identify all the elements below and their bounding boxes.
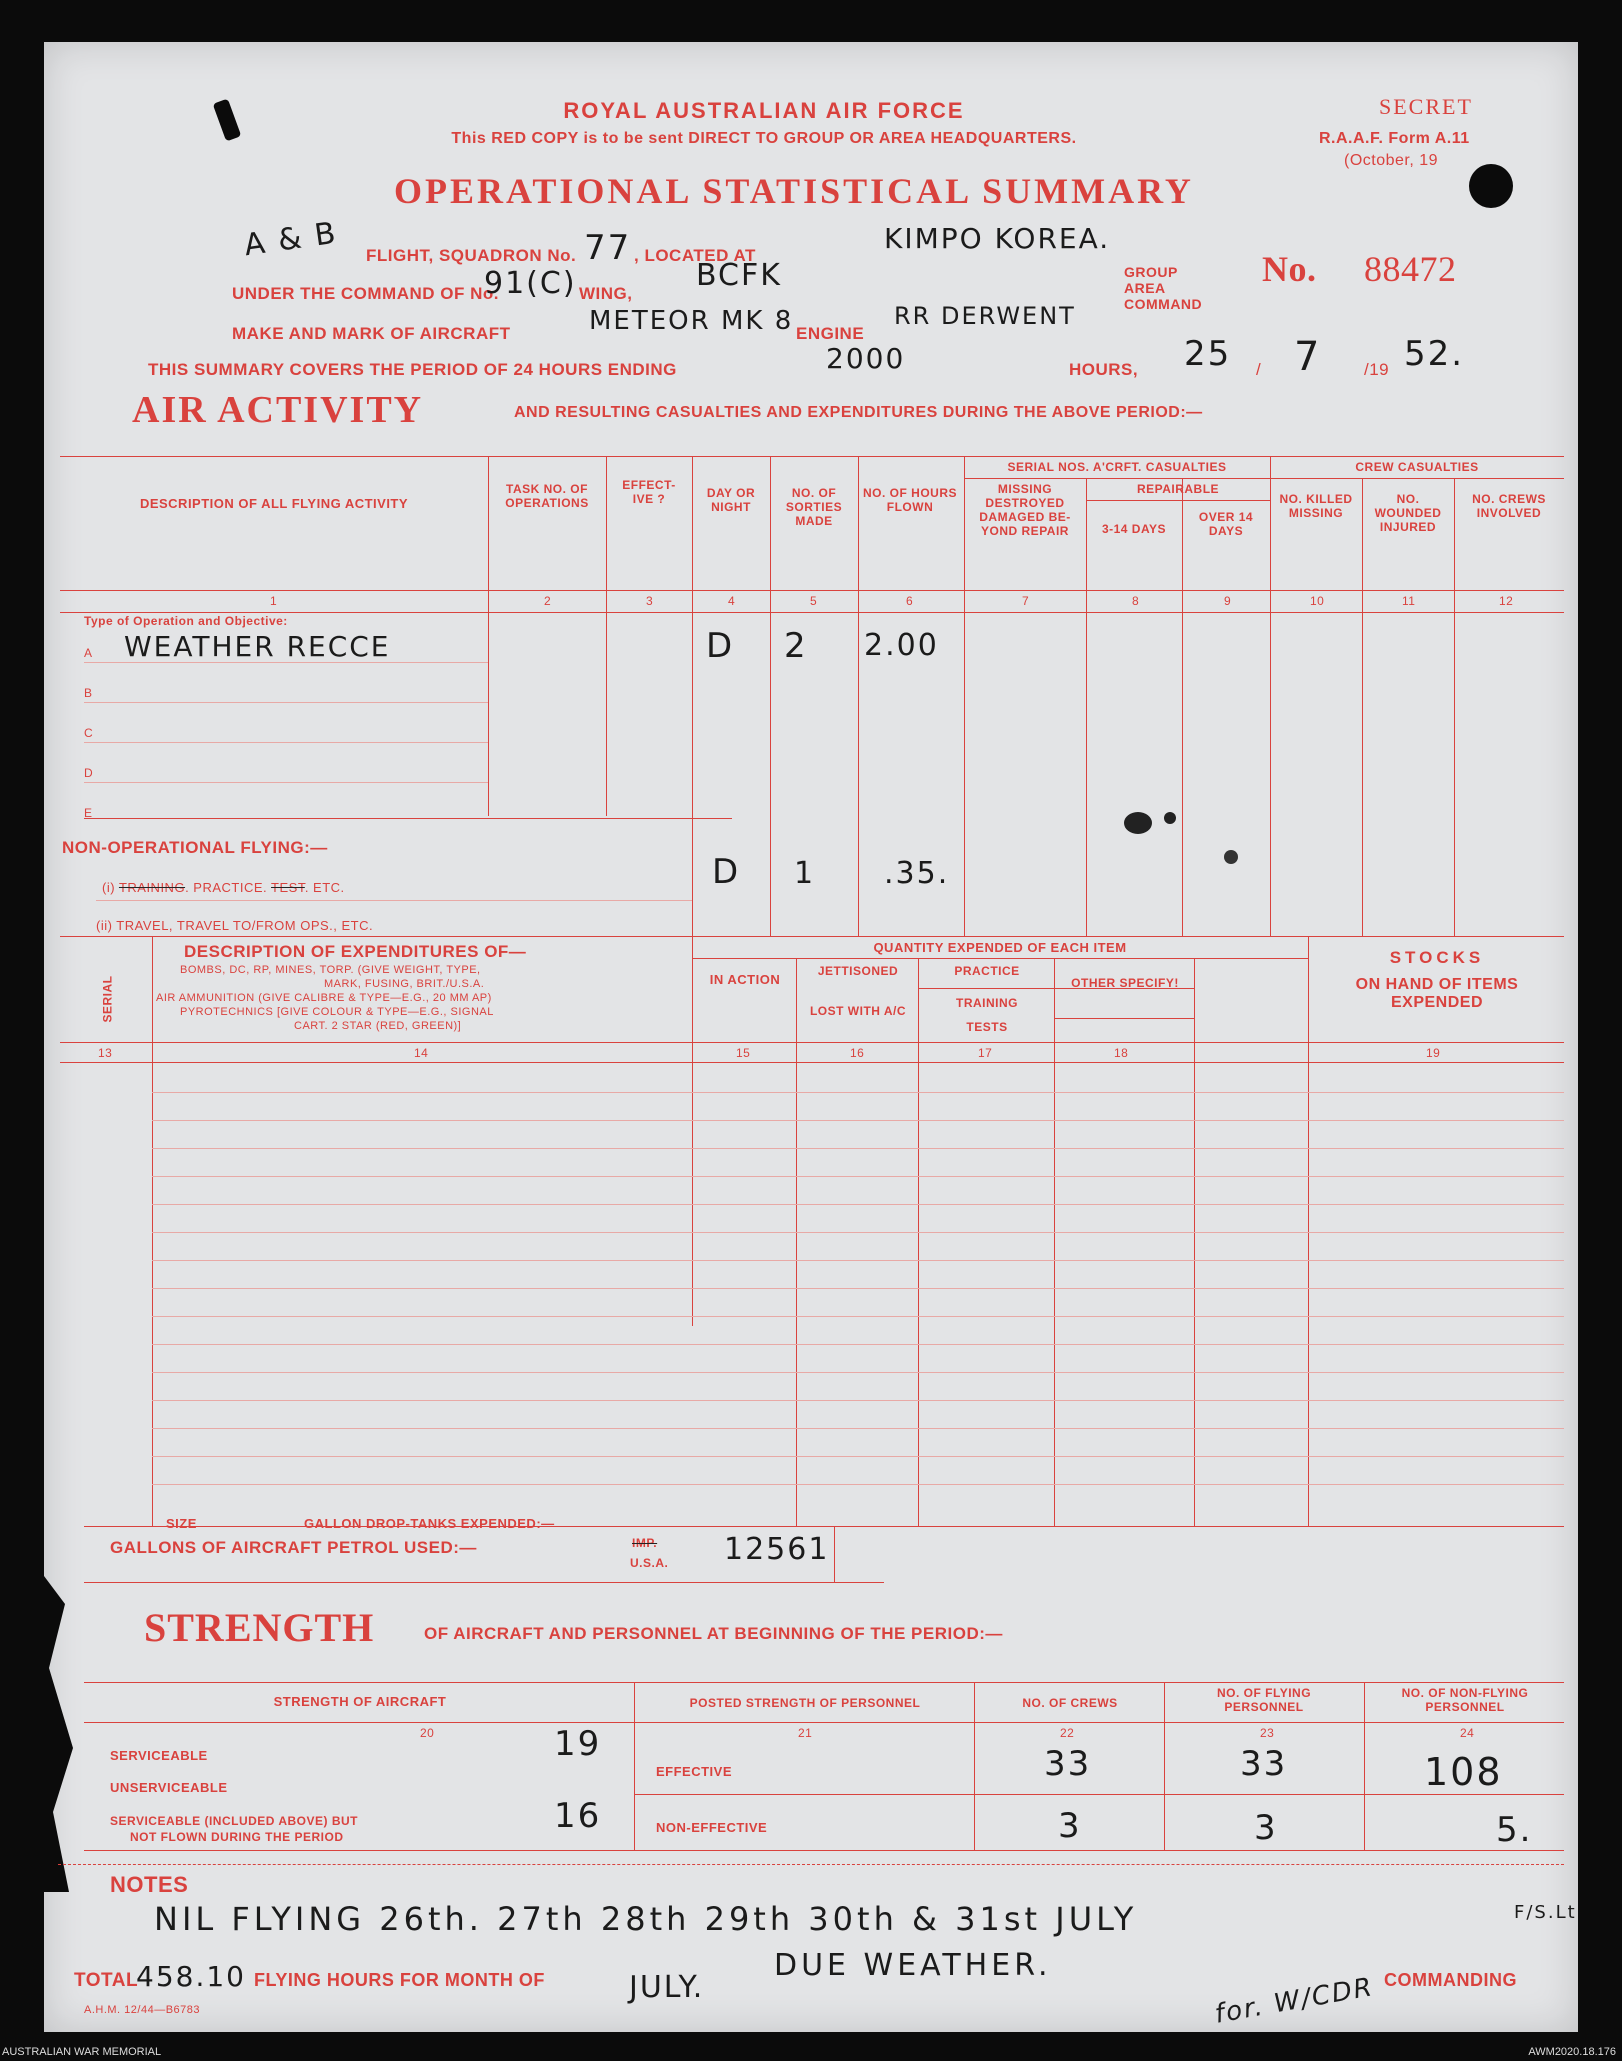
org-title: ROYAL AUSTRALIAN AIR FORCE xyxy=(563,98,965,123)
group-repairable: REPAIRABLE xyxy=(1136,482,1220,496)
command-word: COMMAND xyxy=(1124,296,1203,312)
secret-label: SECRET xyxy=(1379,94,1473,119)
type-label: Type of Operation and Objective: xyxy=(84,614,288,628)
notes-line-2: DUE WEATHER. xyxy=(774,1948,1052,1983)
noneff-crews: 3 xyxy=(1058,1806,1082,1846)
wing-value: BCFK xyxy=(696,258,782,293)
petrol-label: GALLONS OF AIRCRAFT PETROL USED:— xyxy=(110,1538,477,1557)
col-wounded: NO. WOUNDED INJURED xyxy=(1374,492,1442,534)
colnum-8: 8 xyxy=(1132,594,1140,608)
colnum-10: 10 xyxy=(1310,594,1325,608)
flight-value: A & B xyxy=(242,215,340,264)
col-flying: NO. OF FLYING PERSONNEL xyxy=(1216,1686,1312,1714)
hours-label: HOURS, xyxy=(1069,360,1139,379)
table1-top xyxy=(60,456,1564,457)
noneff-flying: 3 xyxy=(1254,1808,1278,1848)
squadron-value: 77 xyxy=(584,228,632,268)
date-sep-2: /19 xyxy=(1364,360,1390,379)
petrol-value: 12561 xyxy=(724,1532,830,1567)
serviceable-value: 19 xyxy=(554,1724,602,1764)
colnum-20: 20 xyxy=(420,1726,435,1740)
group-quantity: QUANTITY EXPENDED OF EACH ITEM xyxy=(873,940,1127,955)
colnum-2: 2 xyxy=(544,594,552,608)
ruled-line xyxy=(152,1232,1564,1233)
notes-label: NOTES xyxy=(110,1872,189,1897)
nonop-i xyxy=(102,880,345,895)
date-day: 25 xyxy=(1184,334,1232,374)
colnum-13: 13 xyxy=(98,1046,113,1060)
col-serial: SERIAL xyxy=(100,975,115,1023)
row-a-desc: WEATHER RECCE xyxy=(124,630,391,663)
col-tests: TESTS xyxy=(966,1020,1008,1034)
col-crews-strength: NO. OF CREWS xyxy=(1022,1696,1118,1710)
col-missing: MISSING DESTROYED DAMAGED BE-YOND REPAIR xyxy=(979,482,1071,538)
col-posted: POSTED STRENGTH OF PERSONNEL xyxy=(689,1696,921,1710)
engine-value: RR DERWENT xyxy=(894,302,1076,330)
col-desc: DESCRIPTION OF ALL FLYING ACTIVITY xyxy=(139,496,409,511)
colnum-19: 19 xyxy=(1426,1046,1441,1060)
colnum-1: 1 xyxy=(270,594,278,608)
punch-hole xyxy=(1469,164,1513,208)
col-task: TASK NO. OF OPERATIONS xyxy=(505,482,589,510)
ruled-line xyxy=(152,1120,1564,1121)
total-label: TOTAL xyxy=(74,1970,139,1991)
group-crew: CREW CASUALTIES xyxy=(1355,460,1479,474)
col-other: OTHER SPECIFY! xyxy=(1071,976,1179,990)
row-letter-b: B xyxy=(84,686,93,700)
signature: for. W/CDR xyxy=(1212,1972,1376,2030)
col-desc-line3: AIR AMMUNITION (GIVE CALIBRE & TYPE—E.G., 20 MM AP) xyxy=(156,992,492,1004)
colnum-21: 21 xyxy=(798,1726,813,1740)
row-a-day: D xyxy=(706,626,735,666)
nonop-i-test: TEST xyxy=(271,880,305,895)
effective-label: EFFECTIVE xyxy=(656,1764,733,1779)
not-flown-value: 16 xyxy=(554,1796,602,1836)
period-label: THIS SUMMARY COVERS THE PERIOD OF 24 HOURS ENDING xyxy=(148,360,677,379)
nonop-i-mid: . PRACTICE. xyxy=(185,880,268,895)
row-letter-d: D xyxy=(84,766,94,780)
ruled-line xyxy=(152,1316,1564,1317)
colnum-9: 9 xyxy=(1224,594,1232,608)
not-flown-label-2: NOT FLOWN DURING THE PERIOD xyxy=(130,1830,344,1844)
group-serial: SERIAL NOS. A'CRFT. CASUALTIES xyxy=(1007,460,1227,474)
located-label: , LOCATED AT xyxy=(634,246,756,265)
col-over14: OVER 14 DAYS xyxy=(1198,510,1254,538)
month-value: JULY. xyxy=(629,1970,705,2005)
col-lost: LOST WITH A/C xyxy=(809,1004,907,1018)
colnum-6: 6 xyxy=(906,594,914,608)
colnum-7: 7 xyxy=(1022,594,1030,608)
notes-line-1: NIL FLYING 26th. 27th 28th 29th 30th & 31st JULY xyxy=(154,1900,1138,1938)
ruled-line xyxy=(152,1484,1564,1485)
col-desc-line2: MARK, FUSING, BRIT./U.S.A. xyxy=(324,978,485,990)
aircraft-label: MAKE AND MARK OF AIRCRAFT xyxy=(232,324,511,343)
strength-subtitle: OF AIRCRAFT AND PERSONNEL AT BEGINNING OF THE PERIOD:— xyxy=(424,1624,1003,1643)
footer-left: AUSTRALIAN WAR MEMORIAL xyxy=(2,2046,162,2058)
col-sorties: NO. OF SORTIES MADE xyxy=(785,486,843,528)
size-label: SIZE xyxy=(166,1516,197,1531)
col-training: TRAINING xyxy=(956,996,1018,1010)
form-paper xyxy=(44,42,1578,2032)
col-killed: NO. KILLED MISSING xyxy=(1279,492,1353,520)
usa-label: U.S.A. xyxy=(630,1556,669,1570)
group-label: GROUP xyxy=(1124,264,1178,280)
date-month: 7 xyxy=(1294,334,1322,380)
nonop-i-prefix: (i) xyxy=(102,880,116,895)
colnum-12: 12 xyxy=(1499,594,1514,608)
colnum-17: 17 xyxy=(978,1046,993,1060)
col-in-action: IN ACTION xyxy=(709,972,781,987)
colnum-4: 4 xyxy=(728,594,736,608)
total-value: 458.10 xyxy=(136,1960,246,1993)
serviceable-label: SERVICEABLE xyxy=(110,1748,208,1763)
nonop-i-training: TRAINING xyxy=(118,880,186,895)
commanding-label: COMMANDING xyxy=(1384,1970,1517,1990)
non-effective-label: NON-EFFECTIVE xyxy=(656,1820,768,1835)
instruction-text: This RED COPY is to be sent DIRECT TO GROUP OR AREA HEADQUARTERS. xyxy=(451,130,1077,147)
col-desc-line1: BOMBS, DC, RP, MINES, TORP. (GIVE WEIGHT, TYPE, xyxy=(180,964,481,976)
col-effective: EFFECT-IVE ? xyxy=(622,478,676,506)
air-activity-title: AIR ACTIVITY xyxy=(132,389,424,431)
colnum-18: 18 xyxy=(1114,1046,1129,1060)
col-stocks-sub: ON HAND OF ITEMS EXPENDED xyxy=(1355,976,1519,1011)
colnum-15: 15 xyxy=(736,1046,751,1060)
col-desc-line5: CART. 2 STAR (RED, GREEN)] xyxy=(294,1020,462,1032)
drop-tanks-label: GALLON DROP-TANKS EXPENDED:— xyxy=(304,1516,555,1531)
footer-right: AWM2020.18.176 xyxy=(1528,2046,1616,2058)
row-letter-c: C xyxy=(84,726,94,740)
number-label: No. xyxy=(1262,249,1317,289)
unserviceable-label: UNSERVICEABLE xyxy=(110,1780,228,1795)
period-value: 2000 xyxy=(826,342,906,375)
col-jettisoned: JETTISONED xyxy=(817,964,899,978)
col-crews: NO. CREWS INVOLVED xyxy=(1472,492,1546,520)
ruled-line xyxy=(152,1456,1564,1457)
command-value: 91(C) xyxy=(484,266,577,301)
eff-crews: 33 xyxy=(1044,1744,1092,1784)
engine-label: ENGINE xyxy=(796,324,865,343)
col-day: DAY OR NIGHT xyxy=(706,486,756,514)
col-practice: PRACTICE xyxy=(954,964,1020,978)
eff-nonflying: 108 xyxy=(1424,1750,1503,1794)
ruled-line xyxy=(152,1176,1564,1177)
ink-blot xyxy=(1224,850,1238,864)
nonop-i-hours: .35. xyxy=(884,856,950,891)
nonop-ii: (ii) TRAVEL, TRAVEL TO/FROM OPS., ETC. xyxy=(96,918,374,933)
area-label: AREA xyxy=(1124,280,1166,296)
col-stocks: STOCKS xyxy=(1389,948,1485,967)
col-nonflying: NO. OF NON-FLYING PERSONNEL xyxy=(1401,1686,1529,1714)
row-a-hours: 2.00 xyxy=(864,628,939,663)
row-a-sorties: 2 xyxy=(784,626,808,666)
colnum-24: 24 xyxy=(1460,1726,1475,1740)
torn-mark xyxy=(213,98,242,141)
table3-top xyxy=(84,1682,1564,1683)
located-value: KIMPO KOREA. xyxy=(884,222,1111,255)
form-date: (October, 19 xyxy=(1344,152,1439,169)
ruled-line xyxy=(152,1092,1564,1093)
date-year: 52. xyxy=(1404,334,1465,374)
form-label: R.A.A.F. Form A.11 xyxy=(1319,130,1470,147)
colnum-5: 5 xyxy=(810,594,818,608)
ruled-line xyxy=(152,1260,1564,1261)
col-strength-aircraft: STRENGTH OF AIRCRAFT xyxy=(273,1694,447,1709)
row-letter-a: A xyxy=(84,646,93,660)
command-label: UNDER THE COMMAND OF No. xyxy=(232,284,499,303)
colnum-11: 11 xyxy=(1402,594,1416,608)
col-3-14: 3-14 DAYS xyxy=(1101,522,1167,536)
form-code: A.H.M. 12/44—B6783 xyxy=(84,2004,201,2016)
nonop-i-end: . ETC. xyxy=(304,880,345,895)
ruled-line xyxy=(152,1148,1564,1149)
ruled-line xyxy=(152,1400,1564,1401)
colnum-16: 16 xyxy=(850,1046,865,1060)
ruled-line xyxy=(152,1288,1564,1289)
imp-label: IMP. xyxy=(632,1536,658,1550)
not-flown-label-1: SERVICEABLE (INCLUDED ABOVE) BUT xyxy=(110,1814,359,1828)
col-hours: NO. OF HOURS FLOWN xyxy=(862,486,957,514)
ruled-line xyxy=(152,1204,1564,1205)
ink-blot xyxy=(1124,812,1152,834)
col-desc-line4: PYROTECHNICS [GIVE COLOUR & TYPE—E.G., SIGNAL xyxy=(180,1006,494,1018)
ruled-line xyxy=(152,1372,1564,1373)
colnum-23: 23 xyxy=(1260,1726,1275,1740)
flight-label: FLIGHT, SQUADRON No. xyxy=(366,246,577,265)
ink-blot xyxy=(1164,812,1176,824)
nonop-i-day: D xyxy=(712,852,741,892)
col-desc-title: DESCRIPTION OF EXPENDITURES OF— xyxy=(184,942,527,961)
ruled-line xyxy=(152,1344,1564,1345)
date-sep-1: / xyxy=(1256,360,1262,379)
strength-title: STRENGTH xyxy=(144,1605,375,1650)
air-activity-subtitle: AND RESULTING CASUALTIES AND EXPENDITURES DURING THE ABOVE PERIOD:— xyxy=(514,404,1203,421)
eff-flying: 33 xyxy=(1240,1744,1288,1784)
flying-hours-label: FLYING HOURS FOR MONTH OF xyxy=(254,1970,545,1990)
noneff-nonflying: 5. xyxy=(1496,1810,1533,1850)
nonop-i-sorties: 1 xyxy=(794,856,816,891)
wing-label: WING, xyxy=(579,284,633,303)
aircraft-value: METEOR MK 8 xyxy=(589,306,794,336)
table2-top xyxy=(60,936,1564,937)
nonop-label: NON-OPERATIONAL FLYING:— xyxy=(62,838,328,857)
rank: F/S.Lt xyxy=(1514,1902,1577,1923)
ruled-line xyxy=(152,1428,1564,1429)
row-letter-e: E xyxy=(84,806,93,820)
form-number: 88472 xyxy=(1364,249,1457,289)
colnum-14: 14 xyxy=(414,1046,429,1060)
colnum-22: 22 xyxy=(1060,1726,1075,1740)
colnum-3: 3 xyxy=(646,594,654,608)
page-title: OPERATIONAL STATISTICAL SUMMARY xyxy=(394,171,1194,211)
